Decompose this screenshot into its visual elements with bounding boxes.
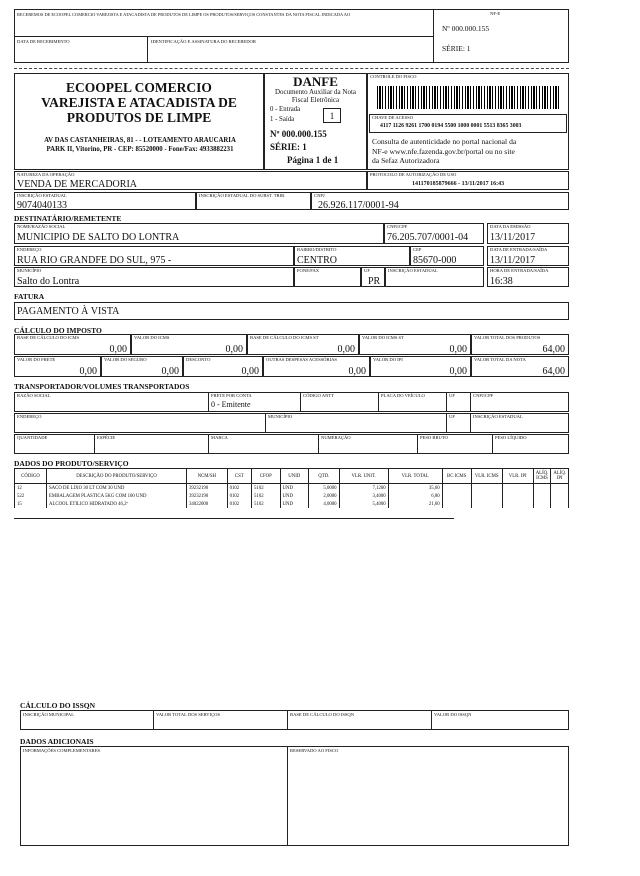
frete-value: 0 - Emitente [211,400,251,409]
table-cell [442,484,471,493]
table-cell: 0102 [227,492,251,500]
protocolo-label: PROTOCOLO DE AUTORIZAÇÃO DE USO [370,172,457,177]
tax-value: 0,00 [449,344,467,355]
tax-value: 0,00 [337,344,355,355]
natureza-label: NATUREZA DA OPERAÇÃO [17,172,75,177]
danfe-pagina: Página 1 de 1 [287,155,339,165]
danfe-serie: SÉRIE: 1 [270,142,307,152]
table-row [15,500,569,508]
tax-value: 0,00 [449,366,467,377]
issqn-bc-label: BASE DE CÁLCULO DO ISSQN [290,712,355,717]
table-cell: 3,4000 [339,492,388,500]
recebemos-text: RECEBEMOS DE ECOOPEL COMERCIO VAREJISTA E ATACADISTA DE PRODUTOS DE LIMPE OS PRODUTOS/SERVIÇOS CONSTANTES DA NOTA FISCAL INDICADA AO [17,12,351,17]
total-nota-value: 64,00 [542,366,565,377]
col-aliq-ipi: ALÍQ. IPI [551,469,569,484]
table-cell: 21,60 [388,500,442,508]
table-cell [442,492,471,500]
adicionais-section-title: DADOS ADICIONAIS [20,737,94,746]
total-produtos-value: 64,00 [542,344,565,355]
tax-label: VALOR DO FRETE [17,357,56,362]
table-row [15,492,569,500]
divider [417,434,418,454]
cnpj-label: CNPJ [314,193,325,198]
nfe-label: NF-E [490,11,501,16]
col-descricao: DESCRIÇÃO DO PRODUTO/SERVIÇO [47,469,187,484]
table-cell: 522 [15,492,47,500]
divider [446,392,447,412]
transp-uf-label: UF [449,393,455,398]
dest-ie-label: INSCRIÇÃO ESTADUAL [388,268,438,273]
transp-mun-label: MUNICÍPIO [268,414,293,419]
table-cell: 2,0000 [309,492,340,500]
table-cell: 34022000 [187,500,228,508]
divider [287,746,288,846]
emitente-nome: ECOOPEL COMERCIO VAREJISTA E ATACADISTA DE PRODUTOS DE LIMPE [41,80,237,125]
divider [318,434,319,454]
tipo-saida: 1 - Saída [270,116,295,123]
ie-value: 9074040133 [17,200,67,211]
ie-st-label: INSCRIÇÃO ESTADUAL DO SUBST. TRIB. [199,193,286,198]
col-qtd: QTD. [309,469,340,484]
fatura-value: PAGAMENTO À VISTA [17,306,120,317]
table-cell: 39232190 [187,492,228,500]
transp-qtd-label: QUANTIDADE [17,435,48,440]
divider [492,434,493,454]
emissao-value: 13/11/2017 [490,232,536,243]
hora-value: 16:38 [490,276,513,287]
table-cell: 5102 [252,500,281,508]
issqn-section-title: CÁLCULO DO ISSQN [20,701,96,710]
transportador-section-title: TRANSPORTADOR/VOLUMES TRANSPORTADOS [14,382,190,391]
entsaida-label: DATA DE ENTRADA/SAÍDA [490,247,548,252]
frete-label: FRETE POR CONTA [211,393,252,398]
data-recebimento-label: DATA DE RECEBIMENTO [17,39,70,44]
mun-value: Salto do Lontra [17,276,80,287]
consulta-text: Consulta de autenticidade no portal nacional da NF-e www.nfe.fazenda.gov.br/portal ou no site da Sefaz Autorizadora [372,137,517,165]
dest-cnpj-label: CNPJ/CPF [387,224,408,229]
tax-label: OUTRAS DESPESAS ACESSÓRIAS [266,357,337,362]
chave-acesso: 4117 1126 9261 1700 0194 5500 1000 0001 5513 8365 3003 [380,123,522,129]
divider [287,710,288,730]
info-complementares-label: INFORMAÇÕES COMPLEMENTARES [23,748,101,753]
table-cell: 7,1200 [339,484,388,493]
col-vlr-ipi: VLR. IPI [502,469,533,484]
transp-ie-label: INSCRIÇÃO ESTADUAL [473,414,523,419]
divider [153,710,154,730]
dest-nome: MUNICIPIO DE SALTO DO LONTRA [17,232,180,243]
divider [94,434,95,454]
divider [433,9,434,63]
table-cell [502,500,533,508]
tax-label: VALOR DO ICMS [134,335,170,340]
issqn-im-label: INSCRIÇÃO MUNICIPAL [23,712,75,717]
transp-uf2-label: UF [449,414,455,419]
danfe-subtitle: Documento Auxiliar da Nota Fiscal Eletrônica [274,88,357,104]
tax-label: VALOR TOTAL DA NOTA [474,357,526,362]
table-cell [471,492,502,500]
tax-label: VALOR TOTAL DOS PRODUTOS [474,335,541,340]
table-cell [502,484,533,493]
table-cell [471,500,502,508]
divider [208,434,209,454]
table-bottom [14,518,454,519]
col-vlr-unit: VLR. UNIT. [339,469,388,484]
table-cell: 5,4000 [339,500,388,508]
tax-value: 0,00 [225,344,243,355]
table-cell: UND [280,484,309,493]
bairro-value: CENTRO [297,255,337,266]
uf-value: PR [368,276,381,287]
produtos-table [14,468,569,508]
chave-label: CHAVE DE ACESSO [372,115,414,120]
peso-liquido-label: PESO LÍQUIDO [495,435,527,440]
table-cell: UND [280,500,309,508]
col-vlr-icms: VLR. ICMS [471,469,502,484]
divider [446,413,447,433]
table-cell [533,484,551,493]
destinatario-section-title: DESTINATÁRIO/REMETENTE [14,214,122,223]
table-cell [533,500,551,508]
table-cell [533,492,551,500]
transp-razao-label: RAZÃO SOCIAL [17,393,51,398]
col-bc-icms: BC ICMS [442,469,471,484]
table-cell: 5102 [252,492,281,500]
table-cell: 39232190 [187,484,228,493]
transp-end-label: ENDEREÇO [17,414,42,419]
table-cell: SACO DE LIXO 30 LT COM 30 UND [47,484,187,493]
tax-value: 0,00 [348,366,366,377]
col-cst: CST [227,469,251,484]
protocolo-value: 141170185879666 - 13/11/2017 16:43 [412,181,505,187]
natureza-value: VENDA DE MERCADORIA [17,179,137,190]
table-cell: 4,0000 [309,500,340,508]
divider [147,36,148,63]
dest-nome-label: NOME/RAZÃO SOCIAL [17,224,66,229]
table-cell: 12 [15,484,47,493]
canhoto-numero: Nº 000.000.155 [442,24,490,33]
tax-label: DESCONTO [186,357,211,362]
entsaida-value: 13/11/2017 [490,255,536,266]
divider [300,392,301,412]
transp-cnpj-label: CNPJ/CPF [473,393,494,398]
tax-label: BASE DE CÁLCULO DO ICMS [17,335,80,340]
tax-label: BASE DE CÁLCULO DO ICMS ST [250,335,319,340]
mun-label: MUNICÍPIO [17,268,42,273]
table-cell [471,484,502,493]
dest-end: RUA RIO GRANDFE DO SUL, 975 - [17,255,172,266]
table-cell: 0102 [227,484,251,493]
table-cell [551,492,569,500]
tax-label: VALOR DO SEGURO [104,357,147,362]
divider [265,413,266,433]
table-cell: EMBALAGEM PLASTICA 5KG COM 100 UND [47,492,187,500]
dest-cnpj: 76.205.707/0001-04 [387,232,469,243]
barcode-image [377,86,561,109]
tax-value: 0,00 [241,366,259,377]
table-cell: 15 [15,500,47,508]
divider [470,392,471,412]
placa-label: PLACA DO VEÍCULO [381,393,425,398]
table-cell: 6,80 [388,492,442,500]
tipo-box: 1 [323,108,341,123]
tipo-entrada: 0 - Entrada [270,106,301,113]
cep-value: 85670-000 [413,255,457,266]
table-cell: UND [280,492,309,500]
antt-label: CÓDIGO ANTT [303,393,335,398]
divider [470,413,471,433]
table-row [15,484,569,493]
uf-label: UF [364,268,370,273]
divider [208,392,209,412]
cnpj-value: 26.926.117/0001-94 [318,200,399,211]
ie-label: INSCRIÇÃO ESTADUAL [17,193,67,198]
table-cell [442,500,471,508]
issqn-valor-label: VALOR DO ISSQN [434,712,472,717]
transp-numeracao-label: NUMERAÇÃO [321,435,351,440]
canhoto-serie: SÉRIE: 1 [442,44,471,53]
fone-label: FONE/FAX [297,268,320,273]
danfe-title: DANFE [293,74,338,89]
fatura-section-title: FATURA [14,292,45,301]
adicionais-box [20,746,569,846]
issqn-vts-label: VALOR TOTAL DOS SERVIÇOS [156,712,221,717]
table-cell: 35,60 [388,484,442,493]
peso-bruto-label: PESO BRUTO [420,435,448,440]
table-cell: ALCOOL ETILICO HIDRATADO 46,2º [47,500,187,508]
divider [431,710,432,730]
transp-marca-label: MARCA [211,435,228,440]
table-header-row [15,469,569,484]
tax-value: 0,00 [161,366,179,377]
tax-label: VALOR DO ICMS ST [362,335,404,340]
identificacao-label: IDENTIFICAÇÃO E ASSINATURA DO RECEBEDOR [151,39,256,44]
col-unid: UNID [280,469,309,484]
produtos-section-title: DADOS DO PRODUTO/SERVIÇO [14,459,129,468]
table-cell: 5102 [252,484,281,493]
emissao-label: DATA DA EMISSÃO [490,224,531,229]
danfe-numero: Nº 000.000.155 [270,129,327,139]
col-vlr-total: VLR. TOTAL [388,469,442,484]
bairro-label: BAIRRO/DISTRITO [297,247,337,252]
tax-value: 0,00 [109,344,127,355]
table-cell [502,492,533,500]
table-cell: 5,0000 [309,484,340,493]
produtos-body [15,484,569,509]
table-cell [551,484,569,493]
col-codigo: CÓDIGO [15,469,47,484]
emitente-endereco: AV DAS CASTANHEIRAS, 81 - - LOTEAMENTO ARAUCARIA PARK II, Vitorino, PR - CEP: 85520000 - Fone/Fax: 4933882231 [44,137,236,153]
table-cell [551,500,569,508]
cut-line [14,68,569,69]
imposto-section-title: CÁLCULO DO IMPOSTO [14,326,102,335]
hora-label: HORA DE ENTRADA/SAÍDA [490,268,549,273]
cep-label: CEP [413,247,422,252]
reservado-fisco-label: RESERVADO AO FISCO [290,748,339,753]
transp-especie-label: ESPÉCIE [97,435,116,440]
col-cfop: CFOP [252,469,281,484]
tax-label: VALOR DO IPI [373,357,403,362]
col-ncm: NCM/SH [187,469,228,484]
divider [14,36,433,37]
col-aliq-icms: ALÍQ. ICMS [533,469,551,484]
controle-label: CONTROLE DO FISCO [370,74,417,79]
table-cell: 0102 [227,500,251,508]
dest-end-label: ENDEREÇO [17,247,42,252]
divider [378,392,379,412]
tax-value: 0,00 [79,366,97,377]
